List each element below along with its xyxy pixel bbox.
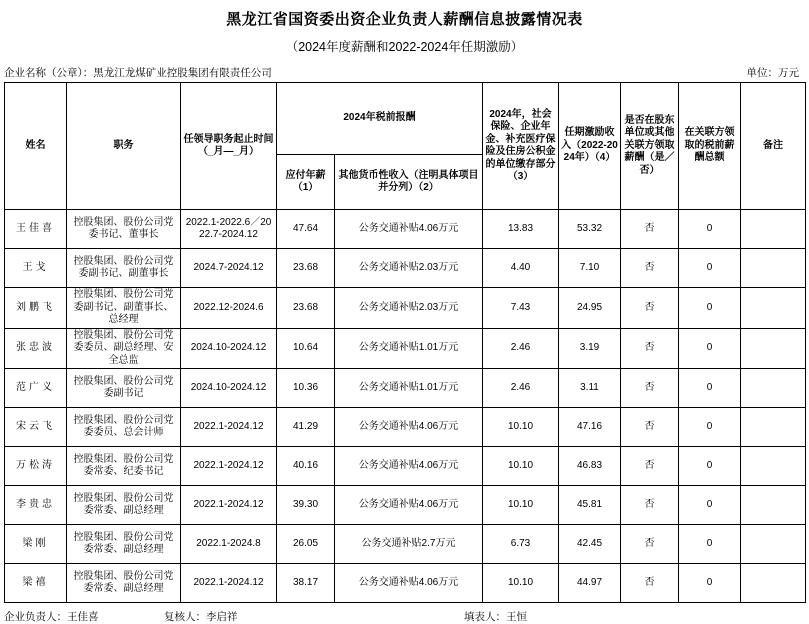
- cell-post: 控股集团、股份公司党委常委、副总经理: [67, 564, 181, 603]
- unit-label: 单位：万元: [746, 67, 799, 79]
- cell-name: 梁刚: [5, 525, 67, 564]
- table-row: [5, 369, 806, 408]
- cell-is-associated: 否: [621, 408, 679, 447]
- header-pretax-annual: 应付年薪（1）: [277, 155, 335, 210]
- cell-name: 范广义: [5, 369, 67, 408]
- cell-associated-amount: 0: [679, 288, 741, 329]
- cell-post: 控股集团、股份公司党委常委、副总经理: [67, 486, 181, 525]
- cell-associated-amount: 0: [679, 486, 741, 525]
- cell-other-income: 公务交通补贴4.06万元: [335, 210, 483, 249]
- table-row: [5, 328, 806, 369]
- cell-period: 2022.1-2024.12: [181, 564, 277, 603]
- cell-insurance: 7.43: [483, 288, 559, 329]
- cell-period: 2022.1-2022.6／2022.7-2024.12: [181, 210, 277, 249]
- cell-name: 李贵忠: [5, 486, 67, 525]
- cell-remark: [741, 210, 806, 249]
- cell-post: 控股集团、股份公司党委委员、副总经理、安全总监: [67, 328, 181, 369]
- cell-other-income: 公务交通补贴2.7万元: [335, 525, 483, 564]
- cell-period: 2022.1-2024.12: [181, 486, 277, 525]
- cell-term-incentive: 3.11: [559, 369, 621, 408]
- cell-term-incentive: 53.32: [559, 210, 621, 249]
- cell-post: 控股集团、股份公司党委常委、纪委书记: [67, 447, 181, 486]
- table-row: [5, 249, 806, 288]
- cell-associated-amount: 0: [679, 328, 741, 369]
- footer-filler: 填表人：王恒: [464, 611, 527, 623]
- footer-reviewer: 复核人：李启祥: [164, 611, 238, 623]
- cell-period: 2024.10-2024.12: [181, 328, 277, 369]
- page-title: 黑龙江省国资委出资企业负责人薪酬信息披露情况表: [226, 11, 583, 28]
- cell-remark: [741, 369, 806, 408]
- cell-term-incentive: 24.95: [559, 288, 621, 329]
- cell-insurance: 2.46: [483, 369, 559, 408]
- meta-row: [0, 65, 809, 82]
- cell-associated-amount: 0: [679, 525, 741, 564]
- header-post: 职务: [67, 83, 181, 210]
- cell-annual: 40.16: [277, 447, 335, 486]
- cell-is-associated: 否: [621, 288, 679, 329]
- cell-name: 梁禧: [5, 564, 67, 603]
- cell-annual: 10.36: [277, 369, 335, 408]
- cell-name: 万松涛: [5, 447, 67, 486]
- document-page: [0, 8, 809, 623]
- cell-remark: [741, 525, 806, 564]
- table-row: [5, 210, 806, 249]
- cell-term-incentive: 45.81: [559, 486, 621, 525]
- cell-other-income: 公务交通补贴4.06万元: [335, 408, 483, 447]
- cell-other-income: 公务交通补贴1.01万元: [335, 328, 483, 369]
- cell-term-incentive: 7.10: [559, 249, 621, 288]
- cell-associated-amount: 0: [679, 210, 741, 249]
- footer-row: [0, 605, 809, 624]
- salary-disclosure-table: [4, 82, 806, 603]
- cell-insurance: 10.10: [483, 447, 559, 486]
- cell-remark: [741, 288, 806, 329]
- cell-period: 2022.12-2024.6: [181, 288, 277, 329]
- cell-name: 刘鹏飞: [5, 288, 67, 329]
- table-row: [5, 288, 806, 329]
- cell-annual: 26.05: [277, 525, 335, 564]
- cell-other-income: 公务交通补贴4.06万元: [335, 447, 483, 486]
- cell-annual: 41.29: [277, 408, 335, 447]
- cell-name: 宋云飞: [5, 408, 67, 447]
- table-row: [5, 447, 806, 486]
- cell-insurance: 4.40: [483, 249, 559, 288]
- cell-term-incentive: 42.45: [559, 525, 621, 564]
- cell-is-associated: 否: [621, 249, 679, 288]
- cell-associated-amount: 0: [679, 249, 741, 288]
- cell-other-income: 公务交通补贴4.06万元: [335, 564, 483, 603]
- header-period: 任领导职务起止时间（_月—_月）: [181, 83, 277, 210]
- header-is-associated: 是否在股东单位或其他关联方领取薪酬（是／否）: [621, 83, 679, 210]
- header-insurance: 2024年，社会保险、企业年金、补充医疗保险及住房公积金的单位缴存部分（3）: [483, 83, 559, 210]
- cell-associated-amount: 0: [679, 408, 741, 447]
- cell-term-incentive: 44.97: [559, 564, 621, 603]
- cell-annual: 39.30: [277, 486, 335, 525]
- cell-annual: 47.64: [277, 210, 335, 249]
- cell-name: 王佳喜: [5, 210, 67, 249]
- table-row: [5, 525, 806, 564]
- cell-insurance: 10.10: [483, 486, 559, 525]
- cell-is-associated: 否: [621, 210, 679, 249]
- cell-post: 控股集团、股份公司党委常委、副总经理: [67, 525, 181, 564]
- footer-leader: 企业负责人：王佳喜: [4, 611, 99, 623]
- cell-remark: [741, 328, 806, 369]
- cell-insurance: 2.46: [483, 328, 559, 369]
- cell-annual: 38.17: [277, 564, 335, 603]
- cell-term-incentive: 3.19: [559, 328, 621, 369]
- cell-post: 控股集团、股份公司党委书记、董事长: [67, 210, 181, 249]
- cell-insurance: 10.10: [483, 408, 559, 447]
- page-subtitle: （2024年度薪酬和2022-2024年任期激励）: [285, 40, 524, 54]
- cell-associated-amount: 0: [679, 447, 741, 486]
- table-header-row: [5, 83, 806, 155]
- cell-remark: [741, 564, 806, 603]
- cell-term-incentive: 46.83: [559, 447, 621, 486]
- cell-is-associated: 否: [621, 564, 679, 603]
- cell-annual: 10.64: [277, 328, 335, 369]
- cell-name: 王戈: [5, 249, 67, 288]
- header-pretax-group: 2024年税前报酬: [277, 83, 483, 155]
- cell-is-associated: 否: [621, 328, 679, 369]
- cell-post: 控股集团、股份公司党委副书记、副董事长、总经理: [67, 288, 181, 329]
- cell-post: 控股集团、股份公司党委副书记: [67, 369, 181, 408]
- cell-associated-amount: 0: [679, 564, 741, 603]
- cell-insurance: 10.10: [483, 564, 559, 603]
- cell-post: 控股集团、股份公司党委委员、总会计师: [67, 408, 181, 447]
- cell-remark: [741, 249, 806, 288]
- cell-remark: [741, 408, 806, 447]
- cell-other-income: 公务交通补贴1.01万元: [335, 369, 483, 408]
- header-name: 姓名: [5, 83, 67, 210]
- cell-remark: [741, 486, 806, 525]
- cell-term-incentive: 47.16: [559, 408, 621, 447]
- cell-is-associated: 否: [621, 447, 679, 486]
- table-row: [5, 408, 806, 447]
- cell-period: 2022.1-2024.12: [181, 408, 277, 447]
- cell-other-income: 公务交通补贴2.03万元: [335, 249, 483, 288]
- cell-other-income: 公务交通补贴4.06万元: [335, 486, 483, 525]
- cell-period: 2022.1-2024.12: [181, 447, 277, 486]
- header-term-incentive: 任期激励收入（2022-2024年）（4）: [559, 83, 621, 210]
- table-row: [5, 486, 806, 525]
- cell-remark: [741, 447, 806, 486]
- header-associated-pretax: 在关联方领取的税前薪酬总额: [679, 83, 741, 210]
- cell-period: 2022.1-2024.8: [181, 525, 277, 564]
- cell-is-associated: 否: [621, 525, 679, 564]
- cell-period: 2024.7-2024.12: [181, 249, 277, 288]
- cell-other-income: 公务交通补贴2.03万元: [335, 288, 483, 329]
- cell-is-associated: 否: [621, 369, 679, 408]
- cell-associated-amount: 0: [679, 369, 741, 408]
- cell-insurance: 6.73: [483, 525, 559, 564]
- cell-period: 2024.10-2024.12: [181, 369, 277, 408]
- cell-insurance: 13.83: [483, 210, 559, 249]
- cell-annual: 23.68: [277, 249, 335, 288]
- cell-annual: 23.68: [277, 288, 335, 329]
- header-remark: 备注: [741, 83, 806, 210]
- company-name-label: 企业名称（公章）：黑龙江龙煤矿业控股集团有限责任公司: [4, 67, 272, 79]
- header-pretax-other: 其他货币性收入（注明具体项目并分列）（2）: [335, 155, 483, 210]
- table-body: [5, 210, 806, 603]
- cell-name: 张忠波: [5, 328, 67, 369]
- cell-post: 控股集团、股份公司党委副书记、副董事长: [67, 249, 181, 288]
- cell-is-associated: 否: [621, 486, 679, 525]
- table-row: [5, 564, 806, 603]
